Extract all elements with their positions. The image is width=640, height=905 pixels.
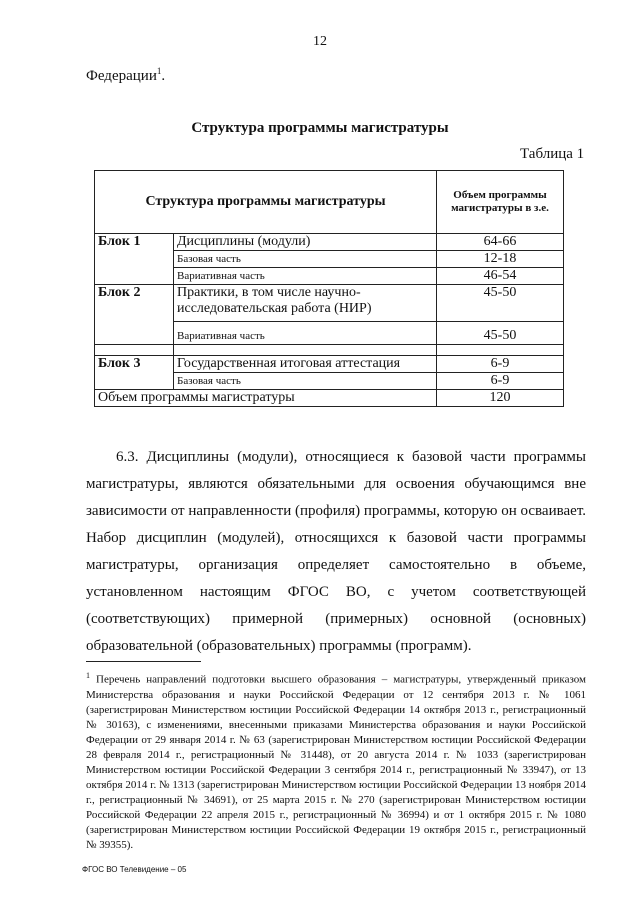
row-name: Базовая часть xyxy=(174,251,437,268)
header-volume: Объем программы магистратуры в з.е. xyxy=(437,171,564,234)
row-value: 12-18 xyxy=(437,251,564,268)
total-name: Объем программы магистратуры xyxy=(95,390,437,407)
total-value: 120 xyxy=(437,390,564,407)
paragraph-6-3: 6.3. Дисциплины (модули), относящиеся к базовой части программы магистратуры, являются обязательными для освоения обучающимся вне зависимости от направленности (профиля) программы, которую он осваивает. Набор дисциплин (модулей), относящихся к базовой части программы магистратуры, организация определяет самостоятельно в объеме, установленном настоящим ФГОС ВО, с учетом соответствующей (соответствующих) примерной (примерных) основной (основных) образовательной (образовательных) программы (программ). xyxy=(86,449,586,654)
row-value: 45-50 xyxy=(437,322,564,345)
table-header-row xyxy=(95,171,564,234)
row-value: 45-50 xyxy=(437,285,564,322)
row-value: 6-9 xyxy=(437,373,564,390)
block3-label: Блок 3 xyxy=(95,356,174,390)
header-structure: Структура программы магистратуры xyxy=(95,171,437,234)
row-name: Государственная итоговая аттестация xyxy=(174,356,437,373)
block2-label: Блок 2 xyxy=(95,285,174,345)
footnote-number: 1 xyxy=(86,671,90,680)
table-row xyxy=(95,234,564,251)
continuation-text: Федерации xyxy=(86,68,157,84)
row-name: Практики, в том числе научно-исследовательская работа (НИР) xyxy=(174,285,437,322)
row-name: Дисциплины (модули) xyxy=(174,234,437,251)
row-value: 64-66 xyxy=(437,234,564,251)
row-value: 46-54 xyxy=(437,268,564,285)
table-row xyxy=(95,356,564,373)
row-value: 6-9 xyxy=(437,356,564,373)
continuation-period: . xyxy=(161,68,166,84)
row-name: Вариативная часть xyxy=(174,322,437,345)
table-total-row xyxy=(95,390,564,407)
block1-label: Блок 1 xyxy=(95,234,174,285)
previous-page-continuation xyxy=(86,66,165,85)
footnote-reference[interactable]: 1 xyxy=(156,66,162,76)
table-row xyxy=(95,285,564,322)
footnote xyxy=(86,668,586,853)
table-gap-row xyxy=(95,345,564,356)
footnote-text: Перечень направлений подготовки высшего образования – магистратуры, утвержденный приказом Министерства образования и науки Российской Федерации от 12 сентября 2013 г. № 1061 (зарегистрирован Министерством юстиции Российской Федерации 14 октября 2013 г., регистрационный № 30163), с изменениями, внесенными приказами Министерства образования и науки Российской Федерации от 29 января 2014 г. № 63 (зарегистрирован Министерством юстиции Российской Федерации 28 февраля 2014 г., регистрационный № 31448), от 20 августа 2014 г. № 1033 (зарегистрирован Министерством юстиции Российской Федерации 3 сентября 2014 г., регистрационный № 33947), от 13 октября 2014 г. № 1313 (зарегистрирован Министерством юстиции Российской Федерации 13 ноября 2014 г., регистрационный № 34691), от 25 марта 2015 г. № 270 (зарегистрирован Министерством юстиции Российской Федерации 22 апреля 2015 г., регистрационный № 36994) и от 1 октября 2015 г. № 1080 (зарегистрирован Министерством юстиции Российской Федерации 19 октября 2015 г., регистрационный № 39355). xyxy=(86,673,586,851)
page-number: 12 xyxy=(313,34,327,49)
table-heading: Структура программы магистратуры xyxy=(191,120,449,136)
footnote-divider xyxy=(86,661,201,662)
row-name: Вариативная часть xyxy=(174,268,437,285)
program-structure-table xyxy=(94,170,564,407)
document-footer: ФГОС ВО Телевидение – 05 xyxy=(82,865,187,874)
row-name: Базовая часть xyxy=(174,373,437,390)
table-caption: Таблица 1 xyxy=(520,146,585,162)
